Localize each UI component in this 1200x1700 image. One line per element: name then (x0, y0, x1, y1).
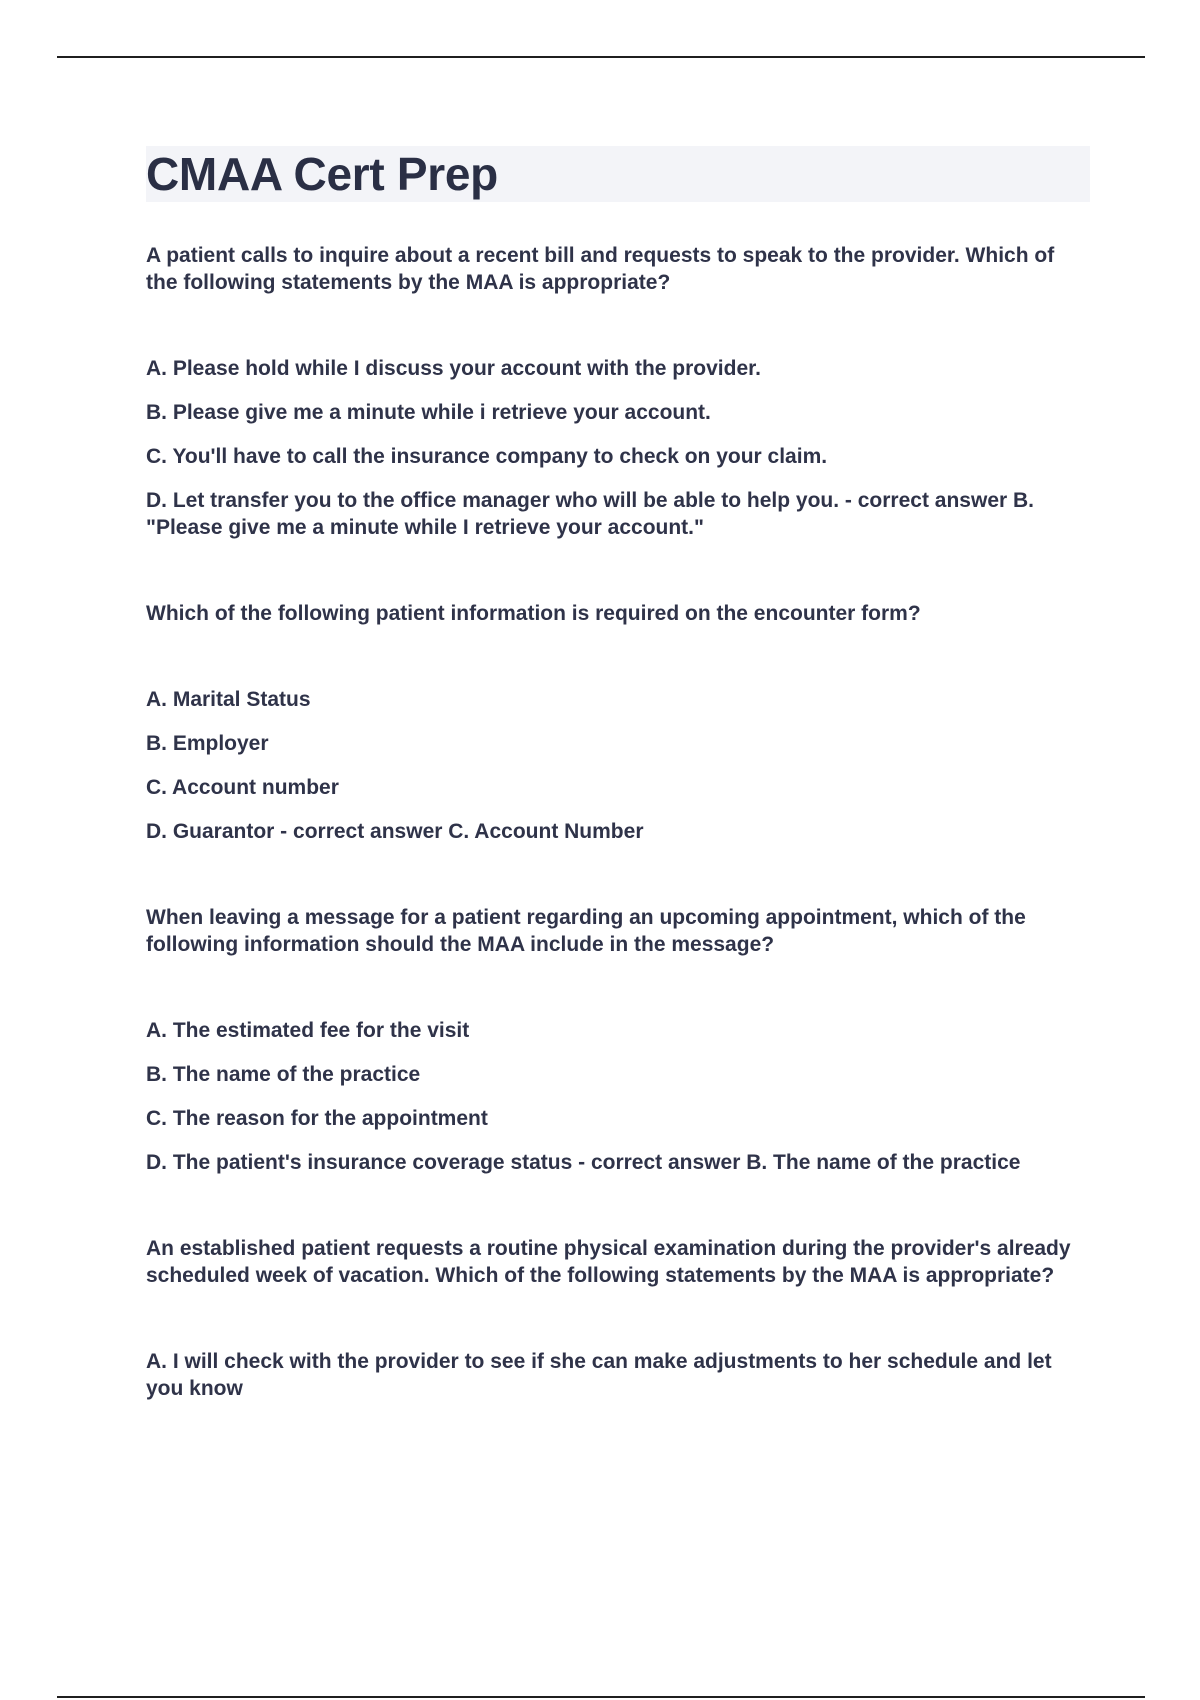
page-title: CMAA Cert Prep (146, 148, 498, 200)
option-a: A. Please hold while I discuss your account with the provider. (146, 357, 761, 380)
question-block-4 (146, 1235, 1090, 1402)
option-a: A. The estimated fee for the visit (146, 1019, 470, 1042)
question-text: An established patient requests a routine physical examination during the provider's already scheduled week of vacation. Which of the following statements by the MAA is appropriate? (146, 1237, 1071, 1287)
question-text: A patient calls to inquire about a recent bill and requests to speak to the provider. Which of the following statements by the MAA is appropriate? (146, 244, 1055, 294)
option-c: C. The reason for the appointment (146, 1107, 488, 1130)
option-b: B. Please give me a minute while i retrieve your account. (146, 401, 711, 424)
option-b: B. Employer (146, 732, 269, 755)
option-b: B. The name of the practice (146, 1063, 421, 1086)
title-bar (146, 146, 1090, 202)
page-top-rule (57, 56, 1145, 58)
option-d-with-answer: D. Let transfer you to the office manager who will be able to help you. - correct answer B. "Please give me a minute while I retrieve your account." (146, 489, 1034, 539)
question-block-1 (146, 242, 1090, 541)
question-block-2 (146, 600, 1090, 845)
question-text: Which of the following patient information is required on the encounter form? (146, 602, 921, 625)
option-c: C. Account number (146, 776, 339, 799)
option-d-with-answer: D. The patient's insurance coverage status - correct answer B. The name of the practice (146, 1151, 1021, 1174)
option-a: A. I will check with the provider to see if she can make adjustments to her schedule and let you know (146, 1350, 1052, 1400)
option-d-with-answer: D. Guarantor - correct answer C. Account Number (146, 820, 644, 843)
document-body (146, 146, 1090, 1419)
page-bottom-rule (57, 1696, 1145, 1698)
option-c: C. You'll have to call the insurance company to check on your claim. (146, 445, 828, 468)
option-a: A. Marital Status (146, 688, 311, 711)
question-block-3 (146, 904, 1090, 1176)
question-text: When leaving a message for a patient regarding an upcoming appointment, which of the following information should the MAA include in the message? (146, 906, 1026, 956)
